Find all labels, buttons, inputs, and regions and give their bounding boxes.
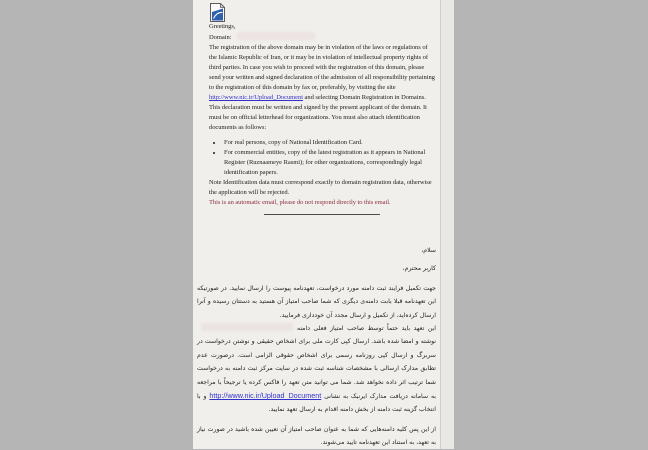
email-message-page bbox=[193, 0, 440, 449]
automatic-email-warning: This is an automatic email, please do not respond directly to this email. bbox=[209, 199, 391, 206]
domain-label: Domain: bbox=[209, 34, 232, 41]
persian-instructions-paragraph: جهت تکمیل فرایند ثبت دامنه مورد درخواست، تعهدنامه پیوست را ارسال نمایید. در صورتیکه این تعهدنامه قبلا بابت دامنه‌ی دیگری که شما صاحب امتیاز آن هستید به دستتان رسیده و آنرا ارسال کرده‌اید، از تکمیل و ارسال مجدد آن خودداری فرمایید. bbox=[197, 284, 436, 319]
persian-greeting: سلام، bbox=[421, 247, 436, 254]
domain-value-redacted bbox=[237, 32, 315, 40]
persian-domain-value-redacted bbox=[201, 323, 293, 331]
note-paragraph: Note Identification data must correspond exactly to domain registration data, otherwise the application will be rejected. bbox=[209, 179, 432, 196]
persian-closing-paragraph: از این پس کلیه دامنه‌هایی که شما به عنوان صاحب امتیاز آن تعیین شده باشید در صورت نیاز به تعهد، به استناد این تعهدنامه تایید می‌شوند. bbox=[197, 425, 436, 447]
greeting-text: Greetings, bbox=[209, 23, 236, 30]
pdf-attachment-icon[interactable] bbox=[210, 3, 225, 22]
upload-document-link[interactable]: http://www.nic.ir/Upload_Document bbox=[209, 94, 303, 101]
page-right-gutter bbox=[440, 0, 454, 449]
identification-requirements-list bbox=[209, 138, 435, 178]
list-item: • For commercial entities, copy of the latest registration as it appears in National Register (Ruznaameye Rasmi); for other organizations, correspondingly legal identification papers. bbox=[223, 148, 435, 178]
domain-line bbox=[209, 32, 435, 43]
registration-paragraph: The registration of the above domain may be in violation of the laws or regulations of the Islamic Republic of Iran, or it may be in violation of intellectual property rights of third parties. In case you wish to proceed with the registration of this domain, please send your written and signed declaration of the admission of all responsibility pertaining to the registration of this domain by fax or, preferably, by visiting the site http://www.nic.ir/Upload_Document and selecting Domain Registration in Domains. bbox=[209, 44, 435, 101]
signature-divider bbox=[264, 214, 380, 215]
list-item: • For real persons, copy of National Identification Card. bbox=[223, 138, 435, 148]
persian-upload-document-link[interactable]: http://www.nic.ir/Upload_Document bbox=[209, 391, 322, 401]
english-section bbox=[209, 0, 435, 242]
declaration-paragraph: This declaration must be written and signed by the present applicant of the domain. It must be on official letterhead for organizations. You must also attach identification documents as follows: bbox=[209, 104, 427, 131]
persian-section bbox=[197, 243, 436, 450]
persian-requirements-paragraph: این تعهد باید حتماً توسط صاحب امتیاز فعلی دامنهنوشته و امضا شده باشد. ارسال کپی کارت ملی برای اشخاص حقیقی و نوشتن درخواست در سربرگ و ارسال کپی روزنامه رسمی برای اشخاص حقوقی الزامی است. درصورت عدم تطابق مدارک ارسالی با مشخصات شناسه ثبت شده در سایت مرکز ثبت دامنه به درخواست شما ترتیب اثر داده نخواهد شد. شما می توانید متن تعهد را فاکس کرده یا ترجیحاً با مراجعه به سامانه دریافت مدارک ایرنیک به نشانی http://www.nic.ir/Upload_Document و با انتخاب گزینه ثبت دامنه از بخش دامنه اقدام به ارسال تعهد نمایید. bbox=[197, 325, 436, 414]
persian-dear-user: کاربر محترم، bbox=[402, 265, 436, 273]
